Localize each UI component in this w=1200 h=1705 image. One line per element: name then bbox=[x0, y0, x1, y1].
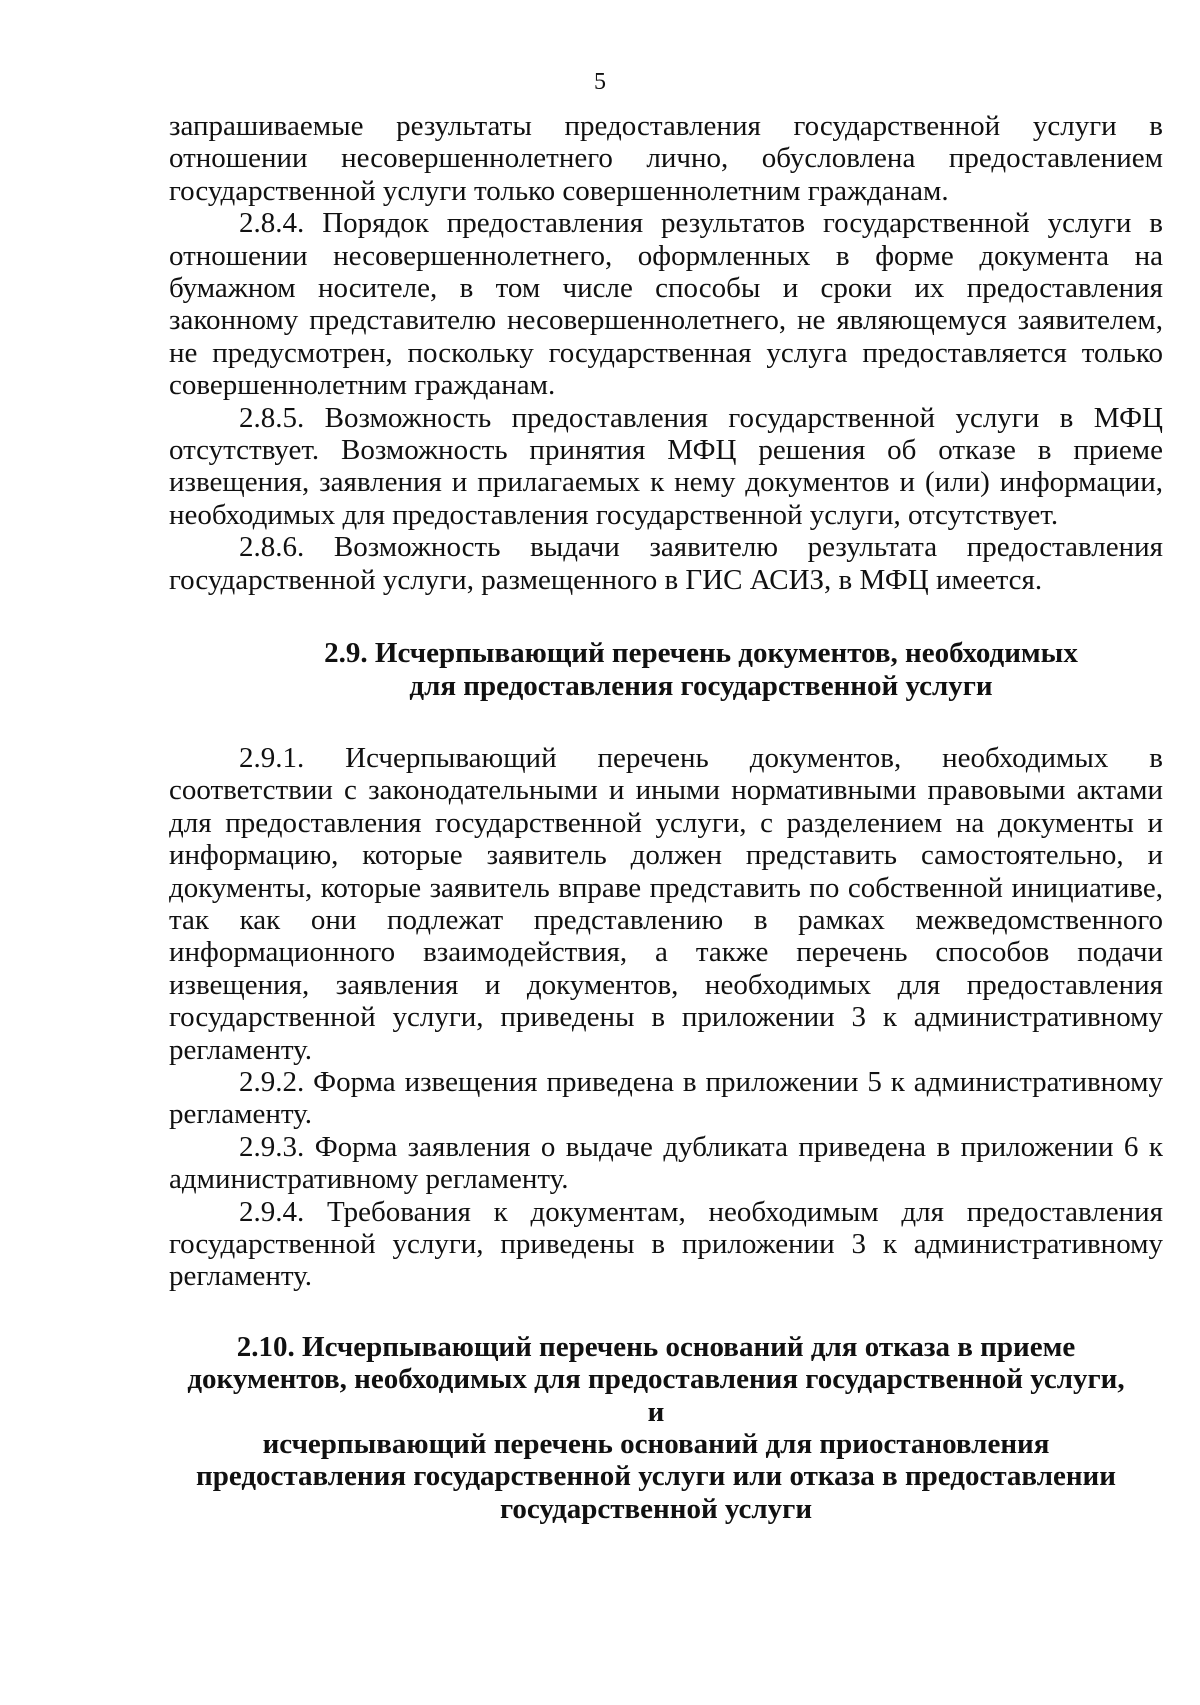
paragraph-2-8-4: 2.8.4. Порядок предоставления результатов государственной услуги в отношении несовершеннолетнего, оформленных в форме документа на бумажном носителе, в том числе способы и сроки их предоставления законному представителю несовершеннолетнего, не являющемуся заявителем, не предусмотрен, поскольку государственная услуга предоставляется только совершеннолетним гражданам. bbox=[169, 207, 1163, 402]
section-heading-2-9-line-1: 2.9. Исчерпывающий перечень документов, необходимых bbox=[324, 637, 1078, 670]
paragraph-2-9-1: 2.9.1. Исчерпывающий перечень документов, необходимых в соответствии с законодательными и иными нормативными правовыми актами для предоставления государственной услуги, с разделением на документы и информацию, которые заявитель должен представить самостоятельно, и документы, которые заявитель вправе представить по собственной инициативе, так как они подлежат представлению в рамках межведомственного информационного взаимодействия, а также перечень способов подачи извещения, заявления и документов, необходимых для предоставления государственной услуги, приведены в приложении 3 к административному регламенту. bbox=[169, 741, 1163, 1066]
document-body bbox=[169, 110, 1163, 1525]
paragraph-2-8-5: 2.8.5. Возможность предоставления государственной услуги в МФЦ отсутствует. Возможность принятия МФЦ решения об отказе в приеме извещения, заявления и прилагаемых к нему документов и (или) информации, необходимых для предоставления государственной услуги, отсутствует. bbox=[169, 401, 1163, 531]
section-heading-2-10-line-1: 2.10. Исчерпывающий перечень оснований для отказа в приеме bbox=[236, 1330, 1076, 1363]
paragraph-2-9-3: 2.9.3. Форма заявления о выдаче дубликата приведена в приложении 6 к административному регламенту. bbox=[169, 1130, 1163, 1196]
section-heading-2-10-line-3: исчерпывающий перечень оснований для приостановления bbox=[262, 1428, 1050, 1461]
section-heading-2-10 bbox=[169, 1331, 1163, 1525]
section-heading-2-10-line-4: предоставления государственной услуги или отказа в предоставлении bbox=[196, 1460, 1116, 1493]
section-heading-2-9 bbox=[169, 637, 1163, 702]
paragraph-2-8-6: 2.8.6. Возможность выдачи заявителю результата предоставления государственной услуги, размещенного в ГИС АСИЗ, в МФЦ имеется. bbox=[169, 531, 1163, 596]
paragraph-continuation: запрашиваемые результаты предоставления государственной услуги в отношении несовершеннолетнего лично, обусловлена предоставлением государственной услуги только совершеннолетним гражданам. bbox=[169, 110, 1163, 207]
paragraph-2-9-2: 2.9.2. Форма извещения приведена в приложении 5 к административному регламенту. bbox=[169, 1065, 1163, 1131]
section-heading-2-10-line-5: государственной услуги bbox=[499, 1492, 813, 1525]
section-heading-2-10-line-2: документов, необходимых для предоставления государственной услуги, и bbox=[187, 1363, 1125, 1428]
paragraph-2-9-4: 2.9.4. Требования к документам, необходимым для предоставления государственной услуги, приведены в приложении 3 к административному регламенту. bbox=[169, 1195, 1163, 1293]
section-heading-2-9-line-2: для предоставления государственной услуги bbox=[409, 669, 993, 702]
page-number: 5 bbox=[594, 69, 606, 95]
